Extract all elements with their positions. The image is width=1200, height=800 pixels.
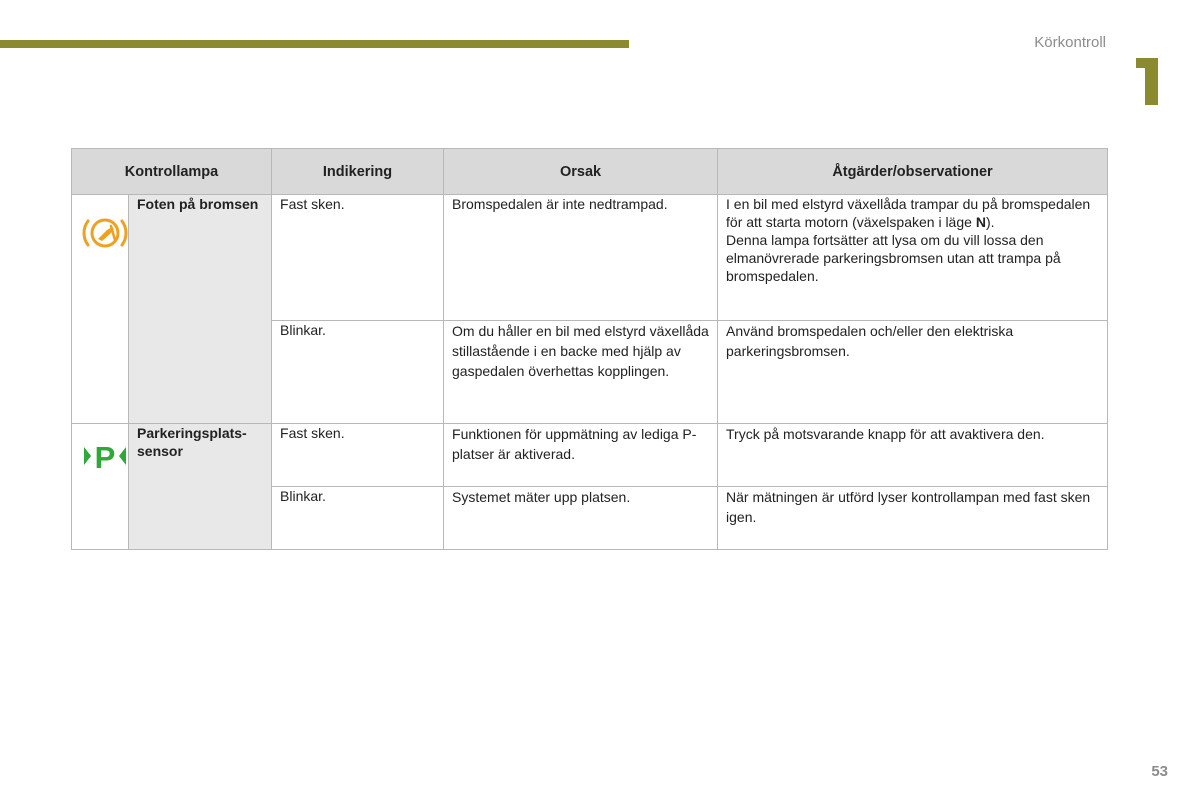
column-header-indikering: Indikering: [272, 149, 444, 195]
action-text: ).: [985, 214, 995, 230]
indication-cell: Blinkar.: [272, 487, 444, 550]
lamp-icon-cell: [72, 424, 129, 550]
header-accent-bar: [0, 40, 629, 48]
cause-cell: Funktionen för uppmätning av lediga P-platser är aktiverad.: [444, 424, 718, 487]
indication-cell: Fast sken.: [272, 195, 444, 321]
action-cell: [718, 195, 1108, 321]
cause-cell: Om du håller en bil med elstyrd växellåda stillastående i en backe med hjälp av gaspedalen överhettas kopplingen.: [444, 321, 718, 424]
action-text: I en bil med elstyrd växellåda trampar du på bromspedalen för att starta motorn (växelspaken i läge: [726, 196, 1091, 230]
action-cell: När mätningen är utförd lyser kontrollampan med fast sken igen.: [718, 487, 1108, 550]
lamp-name: Foten på bromsen: [129, 195, 272, 424]
section-title: Körkontroll: [1034, 34, 1106, 51]
table-row: [72, 424, 1108, 487]
action-text: Denna lampa fortsätter att lysa om du vill lossa den elmanövrerade parkeringsbromsen utan att trampa på bromspedalen.: [726, 232, 1061, 284]
column-header-kontrollampa: Kontrollampa: [72, 149, 272, 195]
chapter-number: [1134, 58, 1158, 105]
page-number: 53: [1151, 763, 1168, 780]
action-cell: Tryck på motsvarande knapp för att avaktivera den.: [718, 424, 1108, 487]
gear-position-n: N: [975, 214, 986, 230]
table-header-row: [72, 149, 1108, 195]
cause-cell: Systemet mäter upp platsen.: [444, 487, 718, 550]
cause-cell: Bromspedalen är inte nedtrampad.: [444, 195, 718, 321]
lamp-name: Parkeringsplats-sensor: [129, 424, 272, 550]
column-header-orsak: Orsak: [444, 149, 718, 195]
table-row: [72, 195, 1108, 321]
action-cell: Använd bromspedalen och/eller den elektriska parkeringsbromsen.: [718, 321, 1108, 424]
indication-cell: Blinkar.: [272, 321, 444, 424]
parking-sensor-icon: [80, 440, 130, 472]
foot-on-brake-icon: [80, 217, 130, 249]
parking-sensor-letter: P: [94, 440, 116, 472]
column-header-atgarder: Åtgärder/observationer: [718, 149, 1108, 195]
lamp-icon-cell: [72, 195, 129, 424]
indication-cell: Fast sken.: [272, 424, 444, 487]
warning-lamp-table: [71, 148, 1108, 550]
